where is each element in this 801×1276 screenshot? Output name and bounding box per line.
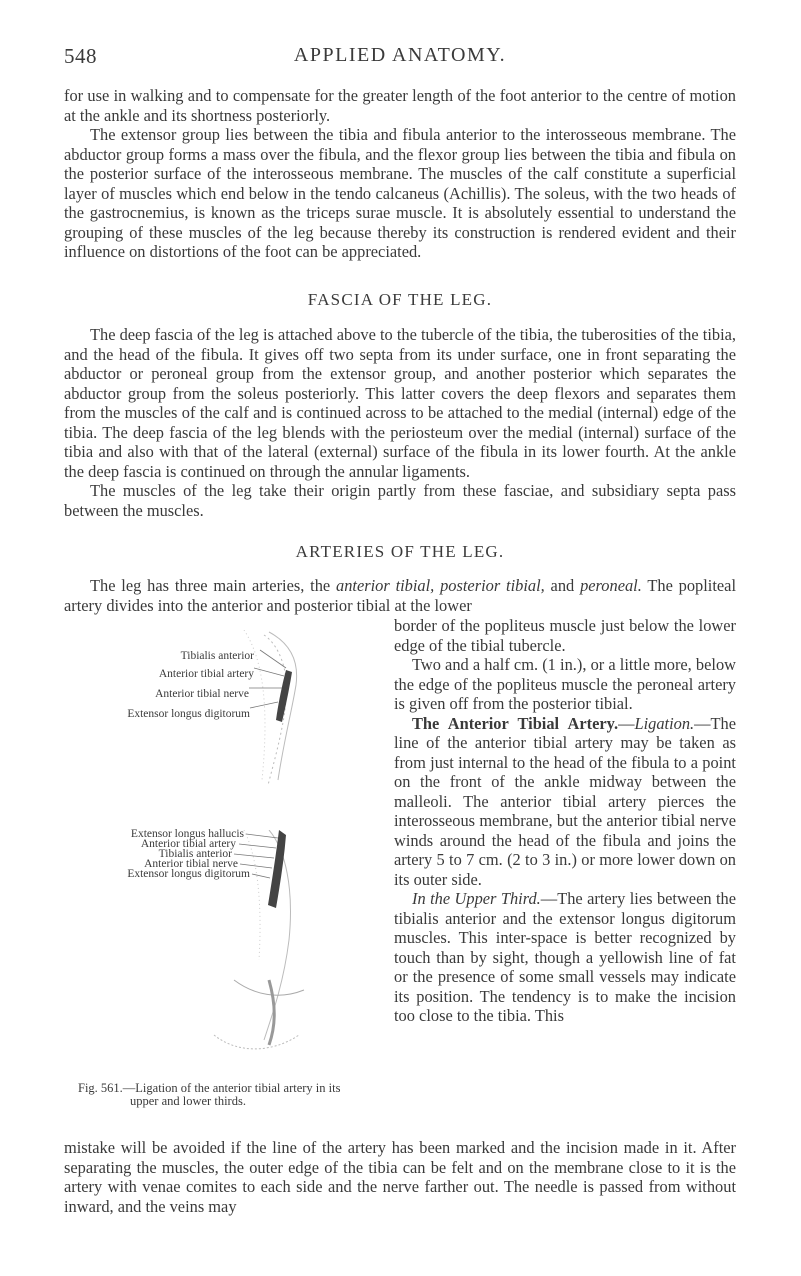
arteries-heading: ARTERIES OF THE LEG. — [295, 542, 505, 561]
dash: — — [618, 713, 635, 733]
intro-paragraph-1: for use in walking and to compensate for the greater length of the foot anterior to the centre of motion at the ankle and its shortness posteriorly. — [64, 86, 736, 125]
figure-561-lower — [64, 830, 364, 1060]
fascia-heading: FASCIA OF THE LEG. — [307, 290, 493, 309]
label-anterior-tibial-nerve-lower: Anterior tibial nerve — [144, 858, 238, 870]
arteries-lead — [64, 576, 736, 615]
label-anterior-tibial-nerve: Anterior tibial nerve — [155, 688, 249, 700]
right-col-paragraph-3 — [394, 714, 736, 890]
fascia-paragraph-1: The deep fascia of the leg is attached above to the tubercle of the tibia, the tuberosities of the tibia, and the head of the fibula. It gives off two septa from its under surface, one in front separating the abductor or peroneal group from the extensor group, and another posterior which separates the abductor group from the soleus posteriorly. This latter covers the deep flexors and separates them from the muscles of the calf and is continued across to be attached to the medial (internal) edge of the tibia. The deep fascia of the leg blends with the periosteum over the medial (internal) surface of the tibia and also with that of the lateral (external) surface of the fibula in its lower fourth. At the ankle the deep fascia is continued on through the annular ligaments. — [64, 325, 736, 481]
intro-text — [64, 86, 736, 262]
page-number: 548 — [64, 44, 97, 68]
arteries-lead-b: and — [544, 576, 581, 595]
figure-caption-line-1: Fig. 561.—Ligation of the anterior tibial artery in its — [78, 1081, 341, 1095]
arteries-lead-italic: anterior tibial, posterior tibial, — [336, 576, 545, 595]
figure-caption-line-2: upper and lower thirds. — [130, 1094, 246, 1108]
label-extensor-longus-digitorum-lower: Extensor longus digitorum — [127, 868, 250, 880]
label-anterior-tibial-artery: Anterior tibial artery — [158, 668, 254, 680]
figure-caption — [78, 1082, 408, 1108]
closing-text — [64, 1138, 736, 1216]
label-extensor-longus-hallucis: Extensor longus hallucis — [130, 828, 244, 840]
fascia-text — [64, 325, 736, 520]
anterior-tibial-heading: The Anterior Tibial Artery. — [412, 713, 619, 733]
right-col-paragraph-3-rest: —The line of the anterior tibial artery may be taken as from just internal to the head of the fibula to a point on the front of the ankle midway between the malleoli. The anterior tibial artery pierces the interosseous membrane, but the anterior tibial nerve winds around the head of the fibula and joins the artery 5 to 7 cm. (2 to 3 in.) or more lower down on its outer side. — [394, 713, 736, 889]
ligation-label: Ligation. — [634, 713, 695, 733]
label-extensor-longus-digitorum: Extensor longus digitorum — [127, 708, 250, 720]
fascia-paragraph-2: The muscles of the leg take their origin partly from these fasciae, and subsidiary septa pass between the muscles. — [64, 481, 736, 520]
closing-paragraph: mistake will be avoided if the line of the artery has been marked and the incision made in it. After separating the muscles, the outer edge of the tibia can be felt and on the membrane close to it is the artery with venae comites to each side and the nerve farther out. The needle is passed from without inward, and the veins may — [64, 1138, 736, 1216]
label-tibialis-anterior-lower: Tibialis anterior — [158, 848, 232, 860]
upper-third-label: In the Upper Third. — [412, 889, 541, 908]
right-col-paragraph-1: border of the popliteus muscle just below the lower edge of the tibial tubercle. — [394, 616, 736, 655]
right-col-paragraph-4 — [394, 889, 736, 1026]
arteries-right-column — [394, 616, 736, 1026]
label-tibialis-anterior: Tibialis anterior — [180, 650, 254, 662]
page-header — [64, 44, 736, 74]
arteries-lead-c: The popliteal artery divides into the anterior and posterior tibial at the lower — [64, 576, 737, 615]
label-anterior-tibial-artery-lower: Anterior tibial artery — [140, 838, 236, 850]
right-col-paragraph-4-rest: —The artery lies between the tibialis anterior and the extensor longus digitorum muscles. This inter-space is better recognized by touch than by sight, though a yellowish line of fat or the presence of some small vessels may indicate its position. The tendency is to make the incision too close to the tibia. This — [394, 889, 737, 1025]
arteries-lead-a: The leg has three main arteries, the — [90, 576, 337, 595]
running-title: APPLIED ANATOMY. — [293, 44, 507, 66]
intro-paragraph-2: The extensor group lies between the tibia and fibula anterior to the interosseous membrane. The abductor group forms a mass over the fibula, and the flexor group lies between the tibia and fibula on the posterior surface of the interosseous membrane. The muscles of the calf constitute a superficial layer of muscles which end below in the tendo calcaneus (Achillis). The soleus, with the two heads of the gastrocnemius, is known as the triceps surae muscle. It is absolutely essential to understand the grouping of these muscles of the leg because thereby its construction is rendered evident and their influence on distortions of the foot can be appreciated. — [64, 125, 736, 261]
arteries-lead-italic-2: peroneal. — [580, 576, 642, 595]
right-col-paragraph-2: Two and a half cm. (1 in.), or a little more, below the edge of the popliteus muscle the peroneal artery is given off from the posterior tibial. — [394, 655, 736, 713]
